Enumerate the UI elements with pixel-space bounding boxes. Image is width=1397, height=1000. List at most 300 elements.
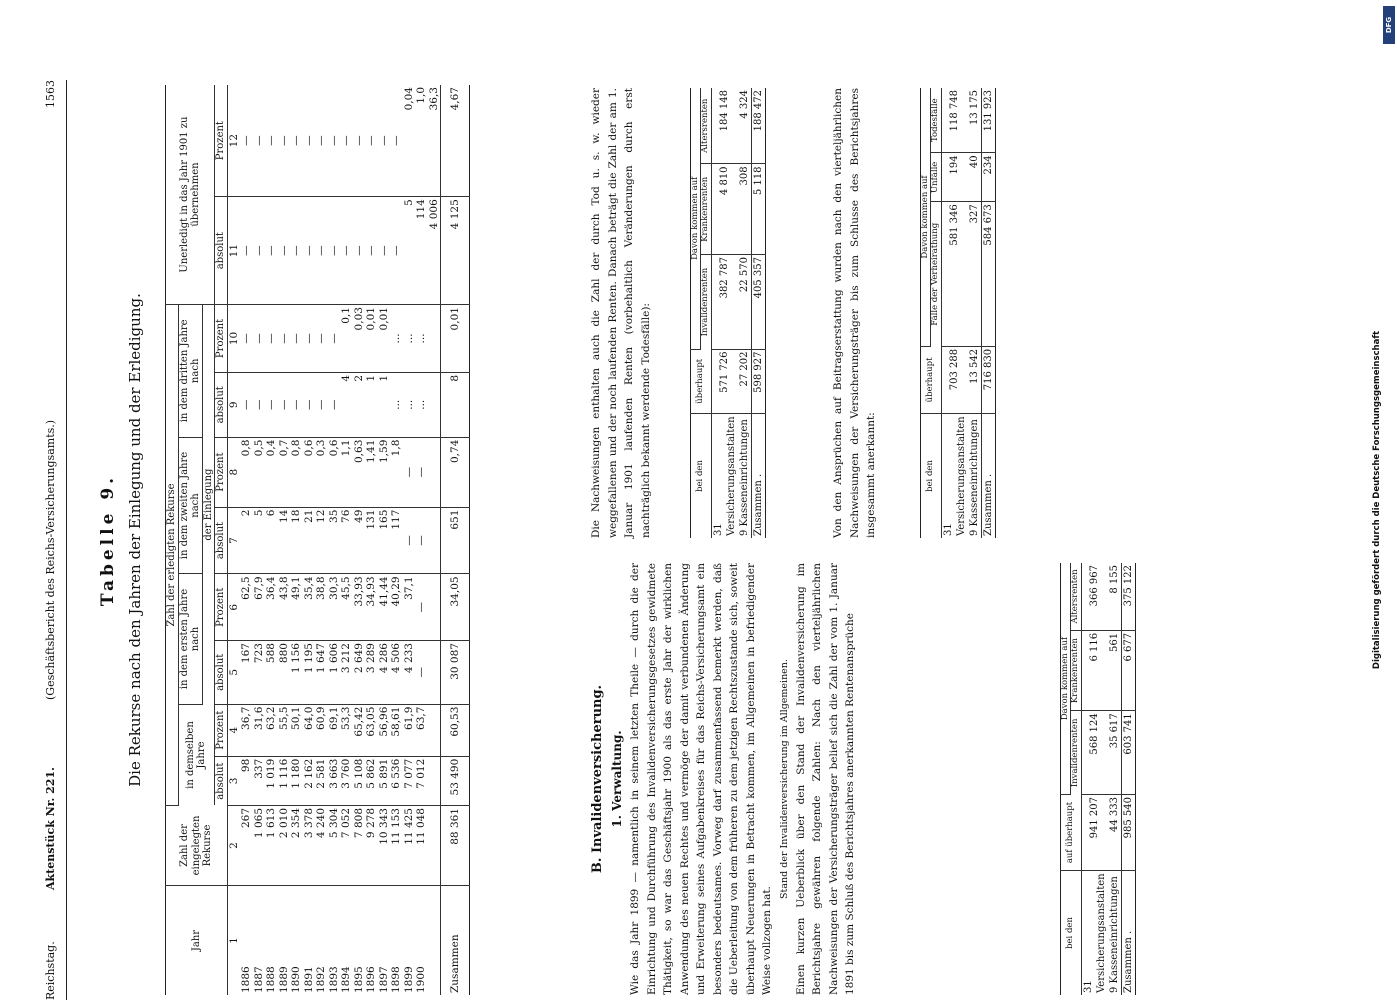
cell: 598 927 — [751, 349, 765, 413]
cell: — — [390, 197, 403, 305]
cell: — — [290, 305, 303, 373]
cell: 1 180 — [290, 756, 303, 805]
cell: 651 — [441, 507, 470, 574]
cell: 6 536 — [390, 756, 403, 805]
cell: 2 354 — [290, 806, 303, 886]
year-label — [428, 886, 441, 996]
institution-label: 31 Versicherungsanstalten — [942, 416, 967, 536]
table-row — [941, 88, 968, 538]
cell: 4 286 — [378, 641, 391, 705]
cell: 723 — [253, 641, 266, 705]
cell: 188 472 — [751, 88, 765, 164]
year-label: 1892 — [315, 966, 327, 993]
table-row — [340, 85, 353, 995]
cell: 44 333 — [1108, 795, 1122, 871]
cell: 8 — [441, 372, 470, 437]
h-absolut: absolut — [215, 507, 228, 574]
cell: 337 — [253, 756, 266, 805]
institution-label: 9 Kasseneinrichtungen — [738, 419, 750, 536]
cell: 45,5 — [340, 574, 353, 641]
cell: 5 891 — [378, 756, 391, 805]
cell: 2 581 — [315, 756, 328, 805]
cell: 0,01 — [365, 305, 378, 373]
cell: 3 289 — [365, 641, 378, 705]
cell: 0,6 — [328, 437, 341, 507]
cell: 7 012 — [415, 756, 428, 805]
h-inv: Invalidenrenten — [701, 255, 711, 349]
cell: — — [353, 197, 366, 305]
h-inv: Invalidenrenten — [1071, 711, 1081, 795]
table-row — [711, 88, 738, 538]
cell: — — [378, 85, 391, 197]
column-number: 1 — [227, 937, 240, 944]
h-prozent: Prozent — [215, 85, 228, 197]
paragraph-3: Einen kurzen Ueberblick über den Stand der Invalidenversicherung im Berichtsjahre gewähren folgende Zahlen: Nach den vierteljährlichen Nachweisungen der Versicherungsträger belief sich die Zahl der vom 1. Januar 1891 bis zum Schluß des Berichtsjahres anerkannten Rentenansprüche — [794, 563, 856, 995]
cell: 14 — [278, 507, 291, 574]
cell: 88 361 — [441, 806, 470, 886]
table-c — [920, 88, 996, 538]
table-row — [428, 85, 441, 995]
cell: — — [290, 197, 303, 305]
cell: ... — [415, 372, 428, 437]
cell: 1,1 — [340, 437, 353, 507]
h-heirat: Fälle der Verheirathung — [931, 202, 941, 347]
paragraph-2: Von den Ansprüchen auf Beitragserstattung wurden nach den vierteljährlichen Nachweisungen der Versicherungsträger bis zum Schlusse des Berichtsjahres insgesammt anerkannt: — [832, 88, 877, 538]
table-row — [290, 85, 303, 995]
cell: 167 — [240, 641, 253, 705]
right-text-column-2 — [830, 88, 880, 538]
cell: 1 606 — [328, 641, 341, 705]
cell: 30 087 — [441, 641, 470, 705]
section-heading: B. Invalidenversicherung. — [590, 684, 605, 874]
table-row — [315, 85, 328, 995]
cell: 65,42 — [353, 704, 366, 756]
column-number: 6 — [227, 574, 240, 641]
h-davon: Davon kommen auf — [1061, 563, 1071, 795]
cell: 43,8 — [278, 574, 291, 641]
h-first: in dem ersten Jahre nach — [178, 574, 202, 704]
cell: 5 118 — [751, 164, 765, 255]
column-number: 8 — [227, 437, 240, 507]
cell: 35,4 — [303, 574, 316, 641]
h-kr: Krankenrenten — [701, 164, 711, 255]
cell: 581 346 — [941, 202, 968, 347]
column-number: 7 — [227, 507, 240, 574]
cell: 67,9 — [253, 574, 266, 641]
cell: 588 — [265, 641, 278, 705]
column-number: 5 — [227, 641, 240, 705]
sum-row — [981, 88, 995, 538]
sum-label: Zusammen . — [751, 414, 765, 539]
table-row — [265, 85, 278, 995]
cell — [428, 507, 441, 574]
paragraph-1: Wie das Jahr 1899 — namentlich in seinem letzten Theile — durch die der Einrichtung und Durchführung des Invalidenversicherungsgesetzes gewidmete Thätigkeit, so war das Geschäftsjahr 1900 als das erste Jahr der wirklichen Anwendung des neuen Rechtes und vermöge der damit verbundenen Änderung und Erweiterung seines Aufgabenkreises für das Reichs-Versicherungsamt ein besonders bedeutsames. Vorweg darf zusammenfassend bemerkt werden, daß die Ueberleitung von dem früheren zu dem jetzigen Rechtszustande sich, soweit überhaupt Neuerungen in Betracht kommen, im Allgemeinen in befriedigender Weise vollzogen hat. — [629, 563, 773, 995]
cell: 30,3 — [328, 574, 341, 641]
cell: 0,8 — [290, 437, 303, 507]
cell — [428, 574, 441, 641]
cell: 56,96 — [378, 704, 391, 756]
h-der-einlegung: der Einlegung — [202, 305, 215, 705]
h-alt: Altersrenten — [1071, 563, 1081, 630]
h-unerledigt: Unerledigt in das Jahr 1901 zu übernehmen — [166, 85, 215, 305]
cell: 61,9 — [403, 704, 416, 756]
cell: 35 617 — [1108, 711, 1122, 795]
h-prozent: Prozent — [215, 305, 228, 373]
cell: 327 — [968, 202, 982, 347]
cell: 131 923 — [981, 88, 995, 153]
cell: 37,1 — [403, 574, 416, 641]
cell: 12 — [315, 507, 328, 574]
cell: 1,41 — [365, 437, 378, 507]
year-label: 1886 — [240, 966, 252, 993]
sum-label: Zusammen . — [981, 414, 995, 539]
h-unfall: Unfälle — [931, 153, 941, 202]
cell: — — [265, 372, 278, 437]
year-label: 1889 — [277, 966, 290, 993]
cell: — — [315, 197, 328, 305]
h-bei: bei den — [1061, 871, 1082, 996]
h-kr: Krankenrenten — [1071, 630, 1081, 710]
h-absolut: absolut — [215, 641, 228, 705]
cell: 8 155 — [1108, 563, 1122, 630]
cell: 985 540 — [1121, 795, 1135, 871]
cell: — — [415, 507, 428, 574]
cell: — — [415, 437, 428, 507]
cell: 194 — [941, 153, 968, 202]
institution-label: 31 Versicherungsanstalten — [712, 416, 737, 536]
cell: 36,4 — [265, 574, 278, 641]
h-zahl-erledigt: Zahl der erledigten Rekurse — [166, 305, 179, 806]
cell: 5 304 — [328, 806, 341, 886]
cell: 0,4 — [265, 437, 278, 507]
table-row — [968, 88, 982, 538]
cell: 60,9 — [315, 704, 328, 756]
cell: 40 — [968, 153, 982, 202]
cell: — — [303, 372, 316, 437]
cell: 0,04 — [403, 85, 416, 197]
cell: — — [340, 197, 353, 305]
cell: — — [328, 372, 341, 437]
page-header — [40, 80, 67, 1000]
cell: — — [378, 197, 391, 305]
cell: 0,01 — [441, 305, 470, 373]
cell: 184 148 — [711, 88, 738, 164]
year-label: 1893 — [327, 966, 340, 993]
cell: 98 — [240, 756, 253, 805]
cell — [428, 372, 441, 437]
paragraph-2: Stand der Invalidenversicherung im Allgemeinen. — [778, 659, 790, 899]
institution-label: 9 Kasseneinrichtungen — [968, 419, 980, 536]
cell: 5 — [253, 507, 266, 574]
table-row — [253, 85, 266, 995]
column-number: 12 — [227, 85, 240, 197]
year-label: 1900 — [415, 966, 427, 993]
year-label: 1891 — [302, 966, 315, 993]
column-number: 11 — [227, 197, 240, 305]
header-right: (Geschäftsbericht des Reichs-Versicherungsamts.) — [44, 419, 57, 700]
cell: 716 830 — [981, 346, 995, 413]
cell: 4 — [340, 372, 353, 437]
cell: — — [265, 85, 278, 197]
cell: 405 357 — [751, 255, 765, 349]
h-bei: bei den — [691, 414, 712, 539]
cell: 117 — [390, 507, 403, 574]
cell: — — [240, 372, 253, 437]
page-number: 1563 — [44, 80, 57, 108]
cell: 4 006 — [428, 197, 441, 305]
cell: 63,2 — [265, 704, 278, 756]
cell: 6 677 — [1121, 630, 1135, 710]
cell: 880 — [278, 641, 291, 705]
cell: 0,63 — [353, 437, 366, 507]
column-number: 2 — [227, 806, 240, 886]
sum-row — [1121, 563, 1135, 995]
cell: 366 967 — [1081, 563, 1108, 630]
cell: 0,03 — [353, 305, 366, 373]
cell: 2 010 — [278, 806, 291, 886]
cell: — — [253, 85, 266, 197]
cell: 41,44 — [378, 574, 391, 641]
cell: — — [278, 372, 291, 437]
institution-label: 9 Kasseneinrichtungen — [1108, 876, 1120, 993]
cell: 1 019 — [265, 756, 278, 805]
cell: 4 125 — [441, 197, 470, 305]
cell: 114 — [415, 197, 428, 305]
cell — [428, 704, 441, 756]
cell: — — [328, 305, 341, 373]
cell: — — [365, 197, 378, 305]
cell: 941 207 — [1081, 795, 1108, 871]
cell: 63,05 — [365, 704, 378, 756]
cell: — — [253, 372, 266, 437]
cell: 50,1 — [290, 704, 303, 756]
h-ueberhaupt — [1061, 795, 1082, 871]
cell: 6 — [265, 507, 278, 574]
sum-label: Zusammen — [441, 886, 470, 996]
table-row — [303, 85, 316, 995]
cell: — — [303, 85, 316, 197]
year-label: 1898 — [390, 966, 402, 993]
cell: 0,01 — [378, 305, 391, 373]
cell: 0,8 — [240, 437, 253, 507]
cell: 10 343 — [378, 806, 391, 886]
cell: 0,6 — [303, 437, 316, 507]
cell: 0,74 — [441, 437, 470, 507]
year-label: 1897 — [377, 966, 390, 993]
h-zahl-eingelegt: Zahl der eingelegten Rekurse — [166, 806, 228, 886]
cell: 18 — [290, 507, 303, 574]
digitization-note: Digitalisierung gefördert durch die Deutsche Forschungsgemeinschaft — [1372, 330, 1382, 670]
h-second: in dem zweiten Jahre nach — [178, 437, 202, 574]
table-row — [1108, 563, 1122, 995]
cell: 267 — [240, 806, 253, 886]
subsection-heading: 1. Verwaltung. — [609, 730, 624, 828]
cell: — — [240, 305, 253, 373]
h-auf: auf — [1065, 849, 1076, 864]
cell: 2 649 — [353, 641, 366, 705]
cell: 571 726 — [711, 349, 738, 413]
cell: — — [328, 85, 341, 197]
cell: 1 065 — [253, 806, 266, 886]
column-number: 10 — [227, 305, 240, 373]
cell: 27 202 — [738, 349, 752, 413]
table-row — [353, 85, 366, 995]
sum-row — [751, 88, 765, 538]
cell: 22 570 — [738, 255, 752, 349]
cell: — — [340, 85, 353, 197]
h-ueberhaupt: überhaupt — [921, 346, 942, 413]
header-left: Reichstag. — [44, 941, 57, 1000]
cell: 4 233 — [403, 641, 416, 705]
h-tod: Todesfälle — [931, 88, 941, 153]
cell: ... — [403, 372, 416, 437]
cell: — — [303, 197, 316, 305]
cell: 53,3 — [340, 704, 353, 756]
cell: ... — [415, 305, 428, 373]
cell: 7 052 — [340, 806, 353, 886]
year-label: 1887 — [252, 966, 265, 993]
h-absolut: absolut — [215, 197, 228, 305]
cell: — — [415, 641, 428, 705]
column-number: 9 — [227, 372, 240, 437]
cell: 603 741 — [1121, 711, 1135, 795]
cell: 36,7 — [240, 704, 253, 756]
cell: 2 — [240, 507, 253, 574]
table-row — [1081, 563, 1108, 995]
cell: 60,53 — [441, 704, 470, 756]
cell: 21 — [303, 507, 316, 574]
cell: 308 — [738, 164, 752, 255]
cell: 1 613 — [265, 806, 278, 886]
cell: 0,7 — [278, 437, 291, 507]
h-absolut: absolut — [215, 372, 228, 437]
cell: 35 — [328, 507, 341, 574]
cell: 13 542 — [968, 346, 982, 413]
left-text-column — [588, 563, 859, 995]
h-ueberhaupt-text: überhaupt — [1065, 801, 1076, 847]
cell — [428, 437, 441, 507]
cell: — — [415, 574, 428, 641]
table-caption: Die Rekurse nach den Jahren der Einlegung und der Erledigung. — [126, 293, 144, 787]
table-b — [690, 88, 766, 538]
cell: 5 862 — [365, 756, 378, 805]
cell: 55,5 — [278, 704, 291, 756]
cell: 11 425 — [403, 806, 416, 886]
cell: 64,0 — [303, 704, 316, 756]
cell: 382 787 — [711, 255, 738, 349]
cell: 4,67 — [441, 85, 470, 197]
cell: 1 156 — [290, 641, 303, 705]
cell: 31,6 — [253, 704, 266, 756]
cell: — — [278, 85, 291, 197]
h-ueberhaupt: überhaupt — [691, 349, 712, 413]
h-davon: Davon kommen auf — [921, 88, 931, 346]
table-row — [378, 85, 391, 995]
cell: 118 748 — [941, 88, 968, 153]
cell: — — [315, 85, 328, 197]
cell: 4 240 — [315, 806, 328, 886]
sum-label: Zusammen . — [1121, 871, 1135, 996]
cell: — — [265, 197, 278, 305]
cell: 11 153 — [390, 806, 403, 886]
cell: — — [253, 305, 266, 373]
cell: ... — [390, 372, 403, 437]
cell: 6 116 — [1081, 630, 1108, 710]
cell — [428, 305, 441, 373]
cell: 13 175 — [968, 88, 982, 153]
table-row — [738, 88, 752, 538]
table-label: Tabelle 9. — [98, 473, 118, 607]
right-text-column — [588, 88, 654, 538]
cell — [428, 641, 441, 705]
column-numbers-row — [227, 85, 240, 995]
h-alt: Altersrenten — [701, 88, 711, 164]
cell: 7 077 — [403, 756, 416, 805]
cell: 4 324 — [738, 88, 752, 164]
cell: 584 673 — [981, 202, 995, 347]
cell: 9 278 — [365, 806, 378, 886]
cell: ... — [390, 305, 403, 373]
cell: 33,93 — [353, 574, 366, 641]
cell: ... — [403, 305, 416, 373]
cell: 1,8 — [390, 437, 403, 507]
cell: — — [240, 197, 253, 305]
cell: 34,05 — [441, 574, 470, 641]
cell: 0,5 — [253, 437, 266, 507]
cell: — — [315, 372, 328, 437]
h-bei: bei den — [921, 414, 942, 539]
cell: 49 — [353, 507, 366, 574]
cell: 11 048 — [415, 806, 428, 886]
cell: 1 647 — [315, 641, 328, 705]
cell: 1,59 — [378, 437, 391, 507]
cell: 40,29 — [390, 574, 403, 641]
cell: — — [390, 85, 403, 197]
paragraph-1: Die Nachweisungen enthalten auch die Zahl der durch Tod u. s. w. wieder weggefallenen und der noch laufenden Renten. Danach beträgt die Zahl der am 1. Januar 1901 laufenden Renten (vorbehaltlich Veränderungen durch erst nachträglich bekannt werdende Todesfälle): — [590, 88, 652, 538]
cell: 561 — [1108, 630, 1122, 710]
dfg-logo-text: DFG — [1385, 16, 1393, 34]
cell: 375 122 — [1121, 563, 1135, 630]
cell: 49,1 — [290, 574, 303, 641]
cell: — — [353, 85, 366, 197]
cell: 234 — [981, 153, 995, 202]
table-row — [403, 85, 416, 995]
h-same: in demselben Jahre — [178, 704, 215, 805]
cell: 1 — [378, 372, 391, 437]
cell: 1 195 — [303, 641, 316, 705]
tabelle-9 — [165, 85, 470, 995]
sum-row — [441, 85, 470, 995]
year-label: 1895 — [352, 966, 365, 993]
cell: 165 — [378, 507, 391, 574]
cell: 703 288 — [941, 346, 968, 413]
cell: 3 663 — [328, 756, 341, 805]
cell: — — [403, 507, 416, 574]
table-row — [415, 85, 428, 995]
table-row — [240, 85, 253, 995]
cell: 36,3 — [428, 85, 441, 197]
cell: 76 — [340, 507, 353, 574]
cell: 38,8 — [315, 574, 328, 641]
table-row — [390, 85, 403, 995]
h-third: in dem dritten Jahre nach — [178, 305, 202, 438]
cell: 0,1 — [340, 305, 353, 373]
year-label: 1888 — [265, 966, 277, 993]
table-row — [328, 85, 341, 995]
table-row — [365, 85, 378, 995]
cell: — — [290, 372, 303, 437]
cell: — — [328, 197, 341, 305]
